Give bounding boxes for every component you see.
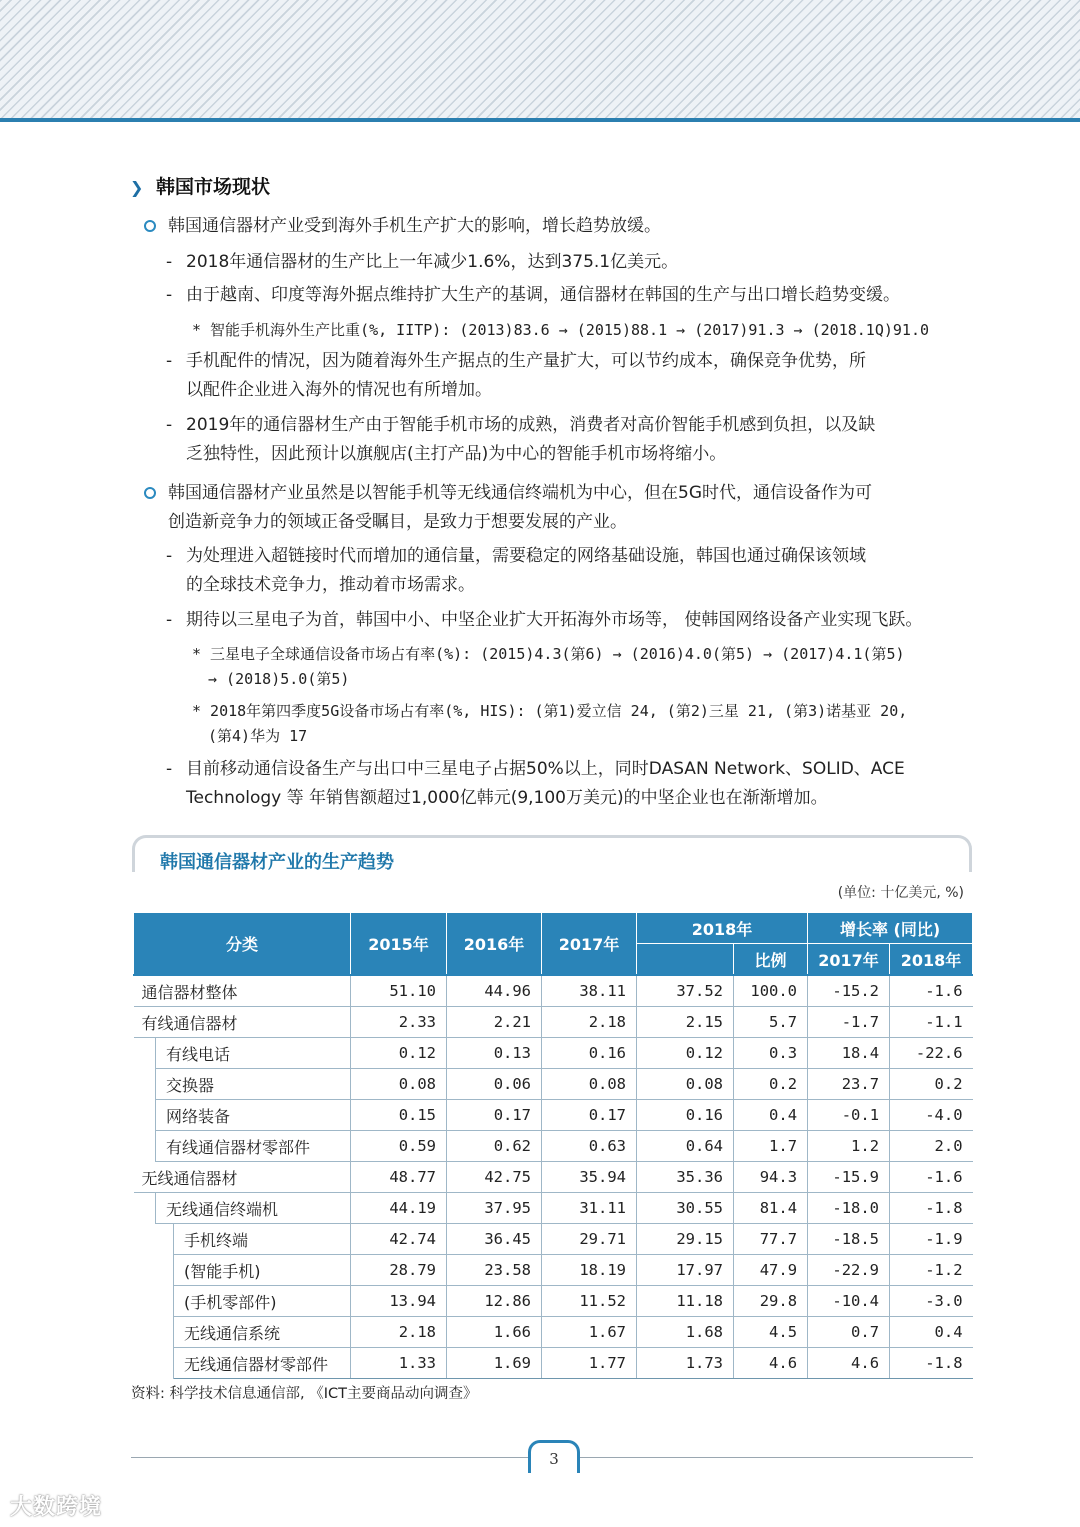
row-label: 无线通信器材零部件 [174,1348,351,1379]
table-cell: 28.79 [351,1255,447,1286]
dash-marker: - [166,415,173,435]
table-cell: 0.62 [447,1131,542,1162]
table-cell: 12.86 [447,1286,542,1317]
list-item: 手机配件的情况，因为随着海外生产据点的生产量扩大，可以节约成本，确保竞争优势，所 [186,351,866,371]
table-cell: 1.66 [447,1317,542,1348]
table-cell: 23.7 [808,1069,890,1100]
list-item: 2019年的通信器材生产由于智能手机市场的成熟，消费者对高价智能手机感到负担，以及缺 [186,415,876,435]
table-title: 韩国通信器材产业的生产趋势 [160,852,394,873]
table-cell: 0.17 [542,1100,637,1131]
row-label: 手机终端 [174,1224,351,1255]
table-cell: 1.69 [447,1348,542,1379]
table-cell: 18.19 [542,1255,637,1286]
table-cell: 4.6 [808,1348,890,1379]
indent-cell [134,1317,156,1348]
table-cell: 38.11 [542,975,637,1007]
table-cell: 29.8 [734,1286,808,1317]
table-cell: 37.95 [447,1193,542,1224]
circle-bullet-icon [144,487,156,499]
table-row [134,1007,973,1038]
table-cell: -15.9 [808,1162,890,1193]
table-cell: 17.97 [637,1255,734,1286]
table-row [134,1069,973,1100]
header-ratio: 比例 [734,944,808,976]
table-cell: 37.52 [637,975,734,1007]
table-cell: 0.08 [637,1069,734,1100]
bullet-2-text: 韩国通信器材产业虽然是以智能手机等无线通信终端机为中心，但在5G时代，通信设备作为可 [168,483,872,503]
header-pattern [0,0,1080,118]
chevron-right-icon: ❯ [130,178,144,197]
table-row [134,1162,973,1193]
bullet-1-text: 韩国通信器材产业受到海外手机生产扩大的影响，增长趋势放缓。 [168,216,661,236]
page-number: 3 [549,1450,559,1468]
table-cell: 0.15 [351,1100,447,1131]
indent-cell [134,1286,156,1317]
header-2018: 2018年 [637,913,808,944]
table-cell: 94.3 [734,1162,808,1193]
row-label: 交换器 [156,1069,351,1100]
table-cell: -18.5 [808,1224,890,1255]
table-cell: 0.7 [808,1317,890,1348]
row-label: (手机零部件) [174,1286,351,1317]
table-cell: 0.4 [734,1100,808,1131]
table-cell: 0.17 [447,1100,542,1131]
footnote: * 2018年第四季度5G设备市场占有率(%, HIS): (第1)爱立信 24, (第2)三星 21, (第3)诺基亚 20, [192,702,908,720]
table-cell: 1.77 [542,1348,637,1379]
table-cell: 0.16 [637,1100,734,1131]
indent-cell [134,1224,156,1255]
indent-cell [134,1038,156,1069]
table-cell: 1.7 [734,1131,808,1162]
table-cell: 0.12 [351,1038,447,1069]
list-item: 期待以三星电子为首，韩国中小、中坚企业扩大开拓海外市场等， 使韩国网络设备产业实现飞跃。 [186,610,923,630]
table-cell: 77.7 [734,1224,808,1255]
table-cell: 0.3 [734,1038,808,1069]
table-cell: 44.96 [447,975,542,1007]
dash-marker: - [166,351,173,371]
table-cell: 35.94 [542,1162,637,1193]
table-cell: 11.18 [637,1286,734,1317]
table-row [134,1348,973,1379]
indent-cell [156,1224,174,1255]
row-label: 无线通信器材 [134,1162,351,1193]
table-cell: 0.08 [351,1069,447,1100]
table-cell: -1.8 [890,1193,973,1224]
header-2018-value-spacer [637,944,734,976]
table-row [134,1224,973,1255]
table-cell: 42.75 [447,1162,542,1193]
table-row [134,1286,973,1317]
table-source: 资料: 科学技术信息通信部, 《ICT主要商品动向调查》 [131,1386,478,1402]
section-heading [130,172,270,199]
table-cell: -1.9 [890,1224,973,1255]
table-cell: -1.6 [890,1162,973,1193]
table-cell: 23.58 [447,1255,542,1286]
list-item: 的全球技术竞争力，推动着市场需求。 [186,575,475,595]
header-2017: 2017年 [542,913,637,976]
table-cell: -1.8 [890,1348,973,1379]
table-cell: 29.15 [637,1224,734,1255]
watermark: 大数跨境 [10,1495,103,1520]
row-label: 网络装备 [156,1100,351,1131]
table-cell: 11.52 [542,1286,637,1317]
table-cell: 2.18 [542,1007,637,1038]
table-cell: -15.2 [808,975,890,1007]
row-label: 无线通信终端机 [156,1193,351,1224]
table-cell: 44.19 [351,1193,447,1224]
dash-marker: - [166,546,173,566]
footnote: → (2018)5.0(第5) [208,670,350,688]
table-cell: 5.7 [734,1007,808,1038]
row-label: 通信器材整体 [134,975,351,1007]
table-cell: -1.1 [890,1007,973,1038]
table-cell: 0.08 [542,1069,637,1100]
indent-cell [156,1317,174,1348]
table-cell: 0.59 [351,1131,447,1162]
indent-cell [134,1131,156,1162]
list-item: 目前移动通信设备生产与出口中三星电子占据50%以上，同时DASAN Network、SOLID、ACE [186,759,905,779]
table-cell: 1.33 [351,1348,447,1379]
table-cell: 48.77 [351,1162,447,1193]
table-cell: -1.2 [890,1255,973,1286]
row-label: 有线通信器材零部件 [156,1131,351,1162]
indent-cell [134,1069,156,1100]
table-cell: 0.16 [542,1038,637,1069]
table-cell: 42.74 [351,1224,447,1255]
table-cell: 0.64 [637,1131,734,1162]
table-cell: 0.12 [637,1038,734,1069]
header-category: 分类 [134,913,351,976]
table-cell: 0.63 [542,1131,637,1162]
bullet-2-text: 创造新竞争力的领域正备受瞩目，是致力于想要发展的产业。 [168,512,627,532]
table-cell: 0.2 [734,1069,808,1100]
table-row [134,1038,973,1069]
table-cell: 47.9 [734,1255,808,1286]
indent-cell [156,1286,174,1317]
row-label: 无线通信系统 [174,1317,351,1348]
table-cell: -22.9 [808,1255,890,1286]
table-cell: 81.4 [734,1193,808,1224]
table-cell: 13.94 [351,1286,447,1317]
footnote: * 三星电子全球通信设备市场占有率(%): (2015)4.3(第6) → (2016)4.0(第5) → (2017)4.1(第5) [192,645,905,663]
table-cell: 0.13 [447,1038,542,1069]
indent-cell [134,1100,156,1131]
table-cell: 1.2 [808,1131,890,1162]
header-growth-2018: 2018年 [890,944,973,976]
table-row [134,975,973,1007]
header-2016: 2016年 [447,913,542,976]
table-cell: 51.10 [351,975,447,1007]
indent-cell [134,1348,156,1379]
table-cell: 0.06 [447,1069,542,1100]
table-row [134,1193,973,1224]
table-row [134,1317,973,1348]
table-cell: -4.0 [890,1100,973,1131]
list-item: Technology 等 年销售额超过1,000亿韩元(9,100万美元)的中坚企业也在渐渐增加。 [186,788,828,808]
production-table [133,912,973,1379]
table-cell: 31.11 [542,1193,637,1224]
table-cell: 18.4 [808,1038,890,1069]
row-label: 有线通信器材 [134,1007,351,1038]
table-cell: 2.18 [351,1317,447,1348]
table-cell: 2.0 [890,1131,973,1162]
table-cell: 100.0 [734,975,808,1007]
table-cell: -22.6 [890,1038,973,1069]
indent-cell [134,1193,156,1224]
table-cell: -18.0 [808,1193,890,1224]
table-cell: 2.21 [447,1007,542,1038]
table-unit: (单位: 十亿美元, %) [837,885,964,901]
circle-bullet-icon [144,220,156,232]
dash-marker: - [166,285,173,305]
list-item: 为处理进入超链接时代而增加的通信量，需要稳定的网络基础设施，韩国也通过确保该领域 [186,546,866,566]
row-label: (智能手机) [174,1255,351,1286]
footnote: * 智能手机海外生产比重(%, IITP): (2013)83.6 → (2015)88.1 → (2017)91.3 → (2018.1Q)91.0 [192,321,930,339]
table-cell: 0.2 [890,1069,973,1100]
list-item: 以配件企业进入海外的情况也有所增加。 [186,380,492,400]
table-cell: -1.7 [808,1007,890,1038]
table-cell: 2.15 [637,1007,734,1038]
table-cell: 30.55 [637,1193,734,1224]
table-cell: 2.33 [351,1007,447,1038]
table-cell: 1.67 [542,1317,637,1348]
table-cell: 35.36 [637,1162,734,1193]
header-growth: 增长率 (同比) [808,913,973,944]
table-row [134,1131,973,1162]
dash-marker: - [166,610,173,630]
header-2015: 2015年 [351,913,447,976]
list-item: 由于越南、印度等海外据点维持扩大生产的基调，通信器材在韩国的生产与出口增长趋势变缓。 [186,285,900,305]
dash-marker: - [166,759,173,779]
dash-marker: - [166,252,173,272]
table-cell: 1.73 [637,1348,734,1379]
header-growth-2017: 2017年 [808,944,890,976]
table-cell: -0.1 [808,1100,890,1131]
table-row [134,1100,973,1131]
indent-cell [156,1348,174,1379]
indent-cell [156,1255,174,1286]
list-item: 2018年通信器材的生产比上一年减少1.6%，达到375.1亿美元。 [186,252,679,272]
section-title-text: 韩国市场现状 [156,176,271,198]
indent-cell [134,1255,156,1286]
table-cell: -10.4 [808,1286,890,1317]
table-cell: 4.5 [734,1317,808,1348]
table-cell: 36.45 [447,1224,542,1255]
table-cell: -1.6 [890,975,973,1007]
row-label: 有线电话 [156,1038,351,1069]
table-cell: 4.6 [734,1348,808,1379]
table-row [134,1255,973,1286]
table-cell: 29.71 [542,1224,637,1255]
footnote: (第4)华为 17 [208,727,308,745]
table-cell: 0.4 [890,1317,973,1348]
header-rule [0,118,1080,122]
list-item: 乏独特性，因此预计以旗舰店(主打产品)为中心的智能手机市场将缩小。 [186,444,727,464]
table-cell: -3.0 [890,1286,973,1317]
table-cell: 1.68 [637,1317,734,1348]
